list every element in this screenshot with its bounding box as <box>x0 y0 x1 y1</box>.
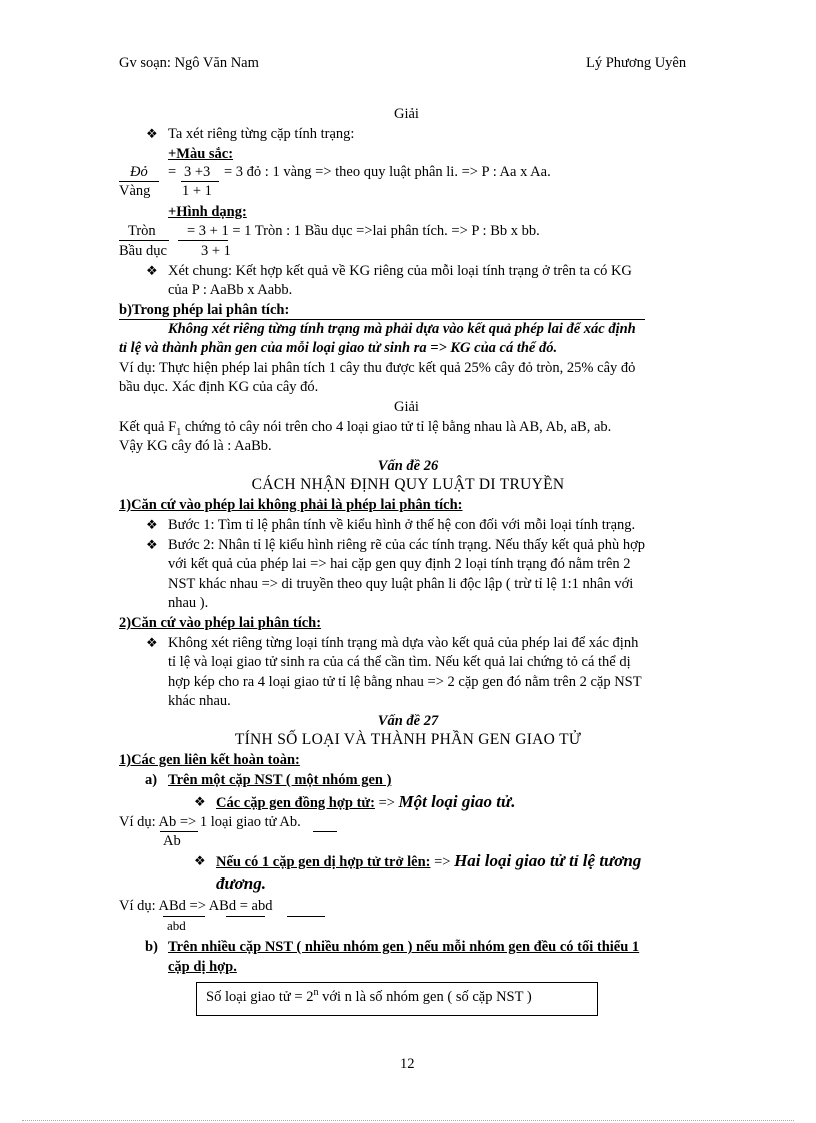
item-a-label: a) <box>145 772 158 788</box>
fraction-bar <box>226 916 265 917</box>
item-b-line2: cặp dị hợp. <box>168 959 237 975</box>
issue-26-title: CÁCH NHẬN ĐỊNH QUY LUẬT DI TRUYỀN <box>251 476 565 493</box>
result-line: Kết quả $F_1$ chứng tỏ cây nói trên cho 4 loại giao tử tỉ lệ bằng nhau là AB, Ab, aB, ab. <box>119 419 612 438</box>
example-2: Ví dụ: ABd => ABd = abd <box>119 898 273 914</box>
step-2-line4: nhau ). <box>168 595 209 611</box>
color-heading: +Màu sắc: <box>168 146 234 162</box>
fraction-numerator: 3 +3 <box>184 164 211 180</box>
item-a-text: Trên một cặp NST ( một nhóm gen ) <box>168 772 392 788</box>
rule-text-line1: Không xét riêng từng tính trạng mà phải dựa vào kết quả phép lai để xác định <box>168 321 636 337</box>
issue-26-label: Vấn đề 26 <box>377 458 439 474</box>
header-student: Lý Phương Uyên <box>586 55 687 71</box>
test-cross-line2: tỉ lệ và loại giao tử sinh ra của cá thể cần tìm. Nếu kết quả lai chứng tỏ cá thể dị <box>168 654 631 670</box>
header-author: Gv soạn: Ngô Văn Nam <box>119 55 259 71</box>
test-cross-bullet: ❖ Không xét riêng từng loại tính trạng mà dựa vào kết quả của phép lai để xác định <box>168 634 638 652</box>
bottom-dotted-rule <box>22 1120 794 1121</box>
shape-ratio-result: = 3 + 1 = 1 Tròn : 1 Bầu dục =>lai phân tích. => P : Bb x bb. <box>187 223 540 239</box>
label-red: Đỏ <box>130 164 148 180</box>
step-2: ❖ Bước 2: Nhân tỉ lệ kiểu hình riêng rẽ của các tính trạng. Nếu thấy kết quả phù hợp <box>168 536 645 554</box>
conclusion-line: Vậy KG cây đó là : AaBb. <box>119 438 272 454</box>
solution-label: Giải <box>394 106 419 122</box>
example-2-denominator: abd <box>167 918 186 933</box>
fraction-bar <box>313 831 337 832</box>
issue-27-h1: 1)Các gen liên kết hoàn toàn: <box>119 752 300 768</box>
step-2-line2: với kết quả của phép lai => hai cặp gen quy định 2 loại tính trạng đó nằm trên 2 <box>168 556 631 572</box>
issue-26-h2: 2)Căn cứ vào phép lai phân tích: <box>119 615 322 631</box>
fraction-bar <box>119 240 169 241</box>
rule-text-line2: tỉ lệ và thành phần gen của mỗi loại giao tử sinh ra => KG của cá thể đó. <box>119 340 558 356</box>
example-1: Ví dụ: Ab => 1 loại giao tử Ab. <box>119 814 301 830</box>
label-round: Tròn <box>128 223 156 239</box>
shape-heading: +Hình dạng: <box>168 204 247 220</box>
solution-label: Giải <box>394 399 419 415</box>
step-1: ❖ Bước 1: Tìm tỉ lệ phân tính về kiểu hình ở thế hệ con đối với mỗi loại tính trạng. <box>168 516 635 534</box>
example-line2: bầu dục. Xác định KG của cây đó. <box>119 379 319 395</box>
equals-sign: = <box>168 164 177 180</box>
test-cross-line4: khác nhau. <box>168 693 231 709</box>
heterozygous-bullet: ❖ Nếu có 1 cặp gen dị hợp tử trở lên: => Hai loại giao tử tỉ lệ tương <box>216 852 641 871</box>
issue-26-h1: 1)Căn cứ vào phép lai không phải là phép lai phân tích: <box>119 497 463 513</box>
heterozygous-result-line2: đương. <box>216 874 267 893</box>
label-yellow: Vàng <box>119 183 151 199</box>
fraction-bar <box>287 916 325 917</box>
item-b-line1: Trên nhiều cặp NST ( nhiều nhóm gen ) nếu mỗi nhóm gen đều có tối thiểu 1 <box>168 939 640 955</box>
fraction-denominator: 3 + 1 <box>201 243 231 259</box>
bullet-separate-traits: ❖ Ta xét riêng từng cặp tính trạng: <box>168 125 354 143</box>
step-2-line3: NST khác nhau => di truyền theo quy luật phân li độc lập ( trừ tỉ lệ 1:1 nhân với <box>168 576 634 592</box>
example-1-denominator: Ab <box>163 833 181 849</box>
combined-result: của P : AaBb x Aabb. <box>168 282 293 298</box>
example-line1: Ví dụ: Thực hiện phép lai phân tích 1 cây thu được kết quả 25% cây đỏ tròn, 25% cây đỏ <box>119 360 636 376</box>
color-ratio-result: = 3 đỏ : 1 vàng => theo quy luật phân li. => P : Aa x Aa. <box>224 164 551 180</box>
issue-27-title: TÍNH SỐ LOẠI VÀ THÀNH PHẦN GEN GIAO TỬ <box>234 731 582 748</box>
issue-27-label: Vấn đề 27 <box>377 713 439 729</box>
fraction-denominator: 1 + 1 <box>182 183 212 199</box>
fraction-bar <box>178 240 228 241</box>
homozygous-bullet: ❖ Các cặp gen đồng hợp tử: => Một loại giao tử. <box>216 793 515 812</box>
test-cross-line3: hợp kép cho ra 4 loại giao tử tỉ lệ bằng nhau => 2 cặp gen đó nằm trên 2 cặp NST <box>168 674 642 690</box>
formula-text: Số loại giao tử = $2^n$ với n là số nhóm gen ( số cặp NST ) <box>206 987 532 1005</box>
item-b-label: b) <box>145 939 158 955</box>
page-number: 12 <box>400 1056 415 1072</box>
section-b-heading: b)Trong phép lai phân tích: <box>119 302 290 318</box>
label-oval: Bầu dục <box>119 243 167 259</box>
bullet-combined: ❖ Xét chung: Kết hợp kết quả về KG riêng của mỗi loại tính trạng ở trên ta có KG <box>168 262 632 280</box>
